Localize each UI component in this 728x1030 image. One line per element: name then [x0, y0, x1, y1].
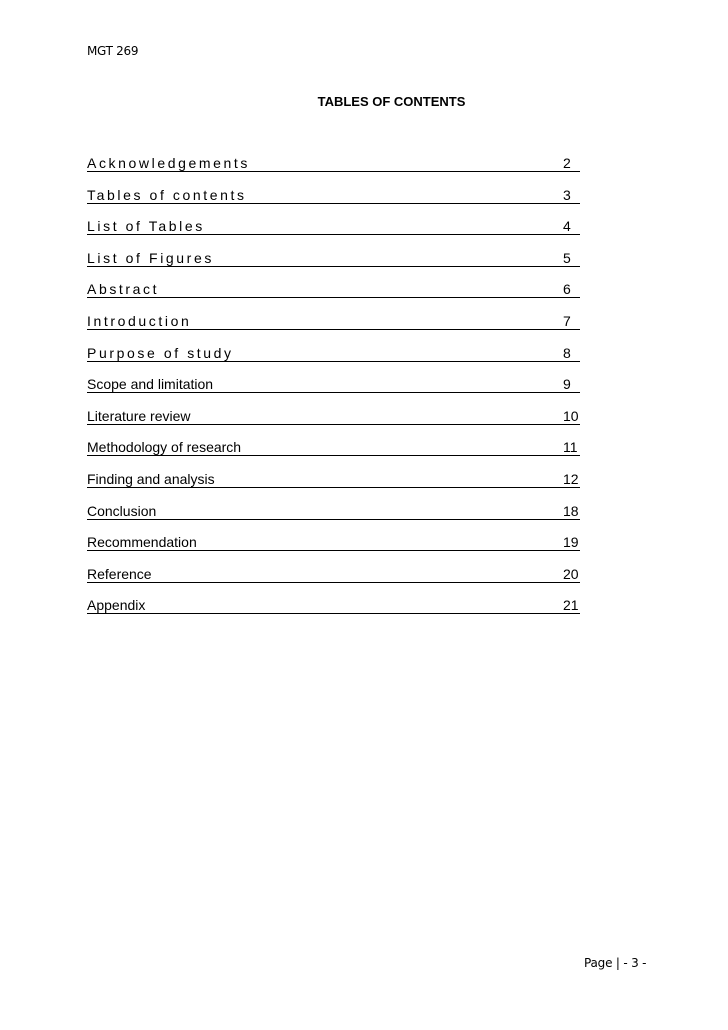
toc-entry-page-number: 6 [563, 281, 571, 298]
toc-entry-underline [87, 361, 580, 362]
toc-entry-label: Conclusion [87, 502, 157, 519]
header-course-code: MGT 269 [87, 44, 139, 58]
toc-entry [87, 279, 580, 311]
toc-entry [87, 501, 580, 533]
toc-entry [87, 153, 580, 185]
toc-entry-label: Scope and limitation [87, 376, 214, 393]
toc-entry-label: Reference [87, 565, 152, 582]
toc-entry-underline [87, 329, 580, 330]
toc-entry [87, 216, 580, 248]
toc-entry [87, 595, 580, 627]
toc-entry-label: Finding and analysis [87, 470, 215, 487]
toc-entry-page-number: 3 [563, 186, 571, 203]
toc-entry [87, 343, 580, 375]
toc-entry-label: Methodology of research [87, 439, 242, 456]
toc-entry-page-number: 10 [563, 407, 579, 424]
toc-entry [87, 532, 580, 564]
toc-entry [87, 311, 580, 343]
toc-entry [87, 406, 580, 438]
table-of-contents [87, 153, 580, 627]
toc-entry-label: Tables of contents [87, 186, 247, 203]
page-number-footer: Page | - 3 - [584, 956, 647, 970]
toc-entry-page-number: 21 [563, 597, 579, 614]
toc-entry-underline [87, 266, 580, 267]
toc-entry-page-number: 18 [563, 502, 579, 519]
toc-entry-underline [87, 234, 580, 235]
toc-entry-underline [87, 613, 580, 614]
toc-entry-underline [87, 519, 580, 520]
toc-entry-underline [87, 392, 580, 393]
toc-entry [87, 248, 580, 280]
toc-entry-label: Acknowledgements [87, 155, 250, 171]
toc-entry-label: Purpose of study [87, 344, 234, 361]
toc-entry-page-number: 20 [563, 565, 579, 582]
toc-entry-underline [87, 455, 580, 456]
toc-entry-page-number: 12 [563, 470, 579, 487]
toc-entry-page-number: 9 [563, 376, 571, 393]
toc-entry-underline [87, 297, 580, 298]
toc-entry-underline [87, 550, 580, 551]
toc-entry-page-number: 2 [563, 155, 571, 171]
toc-entry [87, 437, 580, 469]
page-title: TABLES OF CONTENTS [317, 94, 466, 109]
toc-entry-label: Recommendation [87, 534, 197, 551]
toc-entry-page-number: 19 [563, 534, 579, 551]
toc-entry-underline [87, 171, 580, 172]
toc-entry [87, 374, 580, 406]
toc-entry-underline [87, 487, 580, 488]
toc-entry [87, 185, 580, 217]
toc-entry-label: List of Tables [87, 218, 205, 235]
toc-entry-page-number: 7 [563, 312, 571, 329]
toc-entry-label: Abstract [87, 281, 160, 298]
toc-entry [87, 564, 580, 596]
toc-entry-page-number: 5 [563, 249, 571, 266]
toc-entry-page-number: 8 [563, 344, 571, 361]
toc-entry [87, 469, 580, 501]
toc-entry-label: List of Figures [87, 249, 214, 266]
toc-entry-underline [87, 582, 580, 583]
toc-entry-label: Appendix [87, 597, 146, 614]
toc-entry-underline [87, 424, 580, 425]
toc-entry-page-number: 11 [563, 439, 578, 456]
toc-entry-label: Literature review [87, 407, 191, 424]
toc-entry-underline [87, 203, 580, 204]
toc-entry-label: Introduction [87, 312, 192, 329]
toc-entry-page-number: 4 [563, 218, 571, 235]
